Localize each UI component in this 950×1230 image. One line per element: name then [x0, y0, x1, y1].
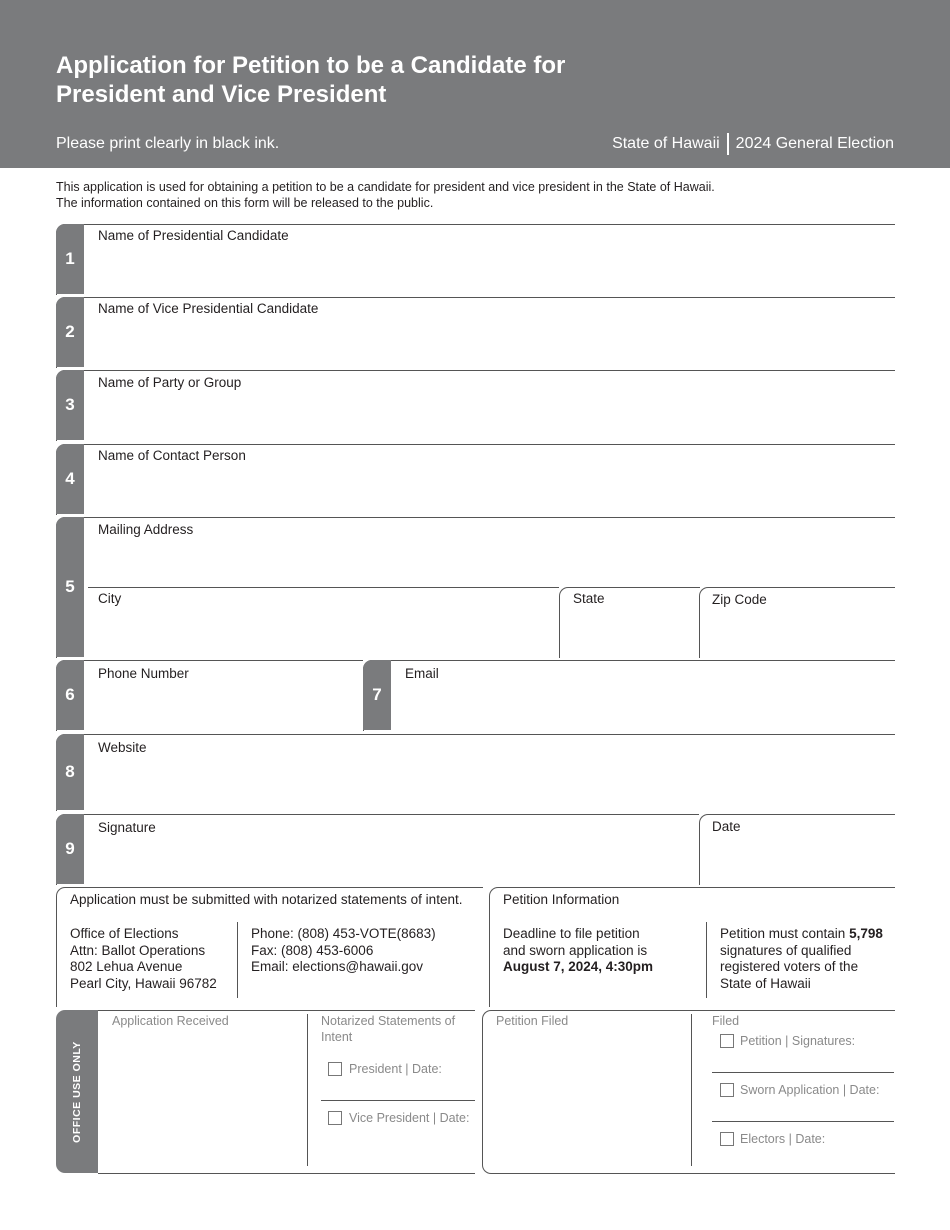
electors-checkbox[interactable]	[720, 1132, 734, 1146]
application-received-label: Application Received	[112, 1014, 229, 1028]
electors-date-label: Electors | Date:	[740, 1132, 826, 1146]
party-group-label: Name of Party or Group	[98, 375, 242, 390]
signature-requirement	[720, 926, 883, 992]
intro-line-2: The information contained on this form will be released to the public.	[56, 196, 434, 210]
signature-date-label: Date	[712, 819, 741, 834]
email-label: Email	[405, 666, 439, 681]
intro-text	[56, 179, 715, 211]
field-number-8: 8	[56, 734, 84, 810]
vice-presidential-candidate-label: Name of Vice Presidential Candidate	[98, 301, 319, 316]
header-separator	[727, 133, 729, 155]
deadline-date: August 7, 2024, 4:30pm	[503, 959, 654, 974]
deadline-line: and sworn application is	[503, 942, 648, 958]
notarized-line: Intent	[321, 1030, 353, 1044]
address-line: Office of Elections	[70, 926, 179, 941]
office-divider-2	[691, 1014, 692, 1166]
address-divider	[237, 922, 238, 998]
form-header	[0, 0, 950, 168]
presidential-candidate-label: Name of Presidential Candidate	[98, 228, 289, 243]
zip-label: Zip Code	[712, 592, 767, 607]
field-number-3: 3	[56, 370, 84, 440]
mailing-address-label: Mailing Address	[98, 522, 194, 537]
signature-label: Signature	[98, 820, 156, 835]
address-line: Attn: Ballot Operations	[70, 942, 206, 958]
email-field[interactable]	[363, 660, 895, 731]
field-number-2: 2	[56, 297, 84, 367]
contact-person-label: Name of Contact Person	[98, 448, 246, 463]
intro-line-1: This application is used for obtaining a petition to be a candidate for president and vice president in the State of Hawaii.	[56, 180, 715, 194]
office-divider-1	[307, 1014, 308, 1166]
form-title	[56, 51, 565, 109]
notarized-statements-label	[321, 1013, 455, 1045]
petition-signatures-label: Petition | Signatures:	[740, 1034, 856, 1048]
submission-address	[70, 926, 217, 992]
requirement-line: registered voters of the	[720, 959, 859, 974]
address-line: Pearl City, Hawaii 96782	[70, 975, 217, 991]
requirement-line: State of Hawaii	[720, 975, 811, 991]
submission-heading: Application must be submitted with notarized statements of intent.	[70, 892, 463, 907]
phone-number-label: Phone Number	[98, 666, 189, 681]
address-line: 802 Lehua Avenue	[70, 959, 183, 974]
petition-divider	[706, 922, 707, 998]
field-number-1: 1	[56, 224, 84, 294]
contact-email: Email: elections@hawaii.gov	[251, 959, 424, 974]
title-line-2: President and Vice President	[56, 81, 387, 108]
election-info	[612, 133, 894, 155]
deadline-line: Deadline to file petition	[503, 926, 640, 941]
president-checkbox[interactable]	[328, 1062, 342, 1076]
field-number-5: 5	[56, 517, 84, 657]
office-use-only-label: OFFICE USE ONLY	[71, 1040, 83, 1143]
election-name: 2024 General Election	[735, 135, 894, 152]
signature-count: 5,798	[849, 926, 883, 941]
field-number-9: 9	[56, 814, 84, 884]
title-line-1: Application for Petition to be a Candidate for	[56, 52, 566, 79]
vice-president-date-label: Vice President | Date:	[349, 1111, 470, 1125]
petition-signatures-line	[712, 1072, 894, 1073]
petition-signatures-checkbox[interactable]	[720, 1034, 734, 1048]
state-name: State of Hawaii	[612, 135, 720, 152]
filed-label: Filed	[712, 1014, 740, 1028]
requirement-line: signatures of qualified	[720, 942, 852, 958]
requirement-prefix: Petition must contain	[720, 926, 850, 941]
website-field[interactable]	[56, 734, 895, 811]
contact-phone: Phone: (808) 453-VOTE(8683)	[251, 926, 436, 941]
sworn-application-label: Sworn Application | Date:	[740, 1083, 880, 1097]
city-divider	[88, 587, 559, 588]
field-number-7: 7	[363, 660, 391, 730]
sworn-application-checkbox[interactable]	[720, 1083, 734, 1097]
website-label: Website	[98, 740, 147, 755]
notarized-line: Notarized Statements of	[321, 1014, 456, 1028]
vice-president-checkbox[interactable]	[328, 1111, 342, 1125]
contact-fax: Fax: (808) 453-6006	[251, 942, 374, 958]
submission-contact	[251, 926, 436, 976]
field-number-6: 6	[56, 660, 84, 730]
city-label: City	[98, 591, 122, 606]
state-label: State	[573, 591, 605, 606]
petition-filed-label: Petition Filed	[496, 1014, 569, 1028]
petition-heading: Petition Information	[503, 892, 620, 907]
sworn-application-line	[712, 1121, 894, 1122]
president-date-line	[321, 1100, 475, 1101]
president-date-label: President | Date:	[349, 1062, 442, 1076]
print-instruction: Please print clearly in black ink.	[56, 135, 280, 152]
office-use-only-tab	[56, 1010, 98, 1173]
field-number-4: 4	[56, 444, 84, 514]
deadline-info	[503, 926, 653, 976]
